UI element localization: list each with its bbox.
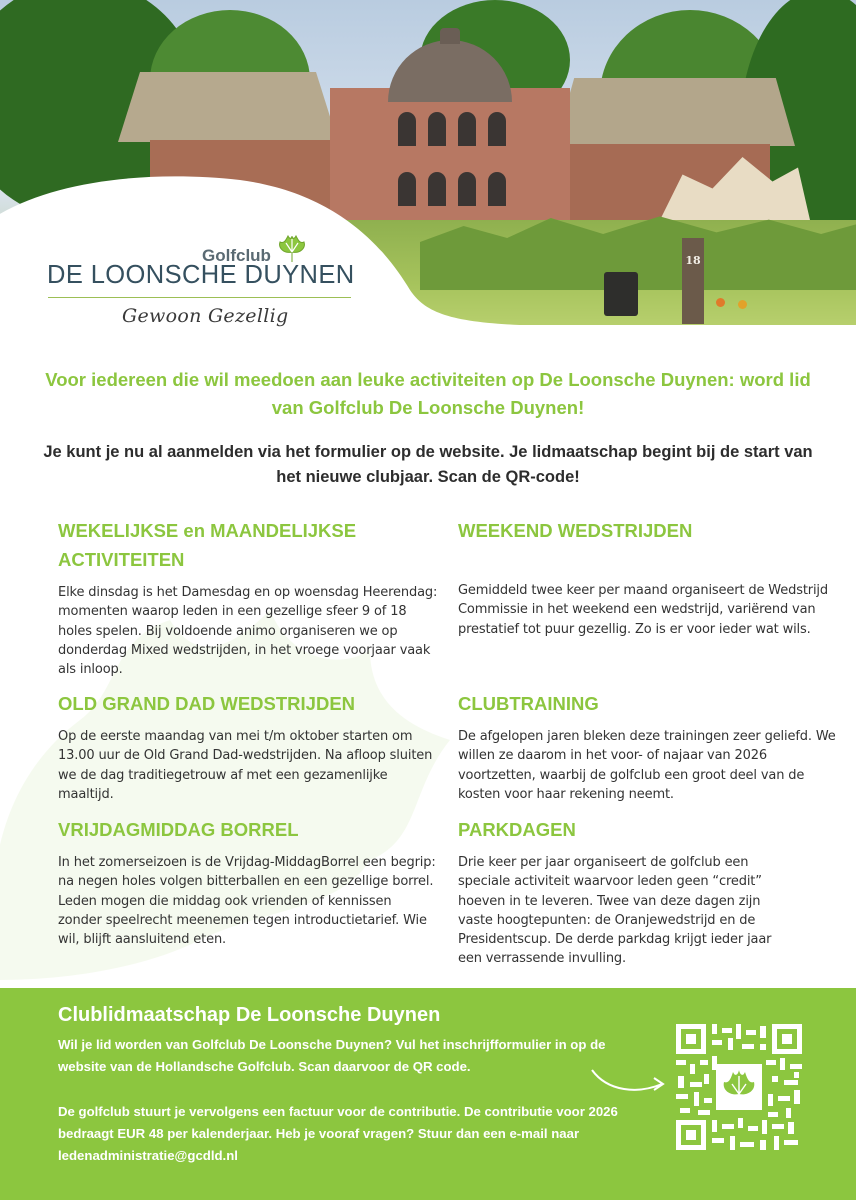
intro-subline: Je kunt je nu al aanmelden via het formulier op de website. Je lidmaatschap begint bij de start van het nieuwe clubjaar. Scan de QR-code!	[43, 443, 813, 486]
section-title: OLD GRAND DAD WEDSTRIJDEN	[58, 693, 356, 714]
window	[398, 112, 416, 146]
intro-headline: Voor iedereen die wil meedoen aan leuke activiteiten op De Loonsche Duynen: word lid van Golfclub De Loonsche Duynen!	[45, 369, 811, 418]
hole-number: 18	[685, 254, 701, 267]
thatched-roof-right	[555, 78, 795, 146]
section-title: WEEKEND WEDSTRIJDEN	[458, 520, 693, 541]
membership-title: Clublidmaatschap De Loonsche Duynen	[58, 1004, 441, 1026]
section-friday-drinks	[58, 815, 438, 949]
section-body: Elke dinsdag is het Damesdag en op woensdag Heerendag: momenten waarop leden in een gezellige sfeer 9 of 18 holes spelen. Bij voldoende animo organiseren we op donderdag Mixed wedstrijden, in het vroege voorjaar vaak als inloop.	[58, 585, 438, 678]
section-club-training	[458, 689, 838, 804]
section-title: VRIJDAGMIDDAG BORREL	[58, 819, 299, 840]
dome-lantern	[440, 28, 460, 44]
logo-divider	[48, 297, 351, 298]
section-weekly-activities	[58, 516, 438, 679]
section-body: Op de eerste maandag van mei t/m oktober starten om 13.00 uur de Old Grand Dad-wedstrijden. Na afloop sluiten we de dag traditiegetrouw af met een gezamenlijke maaltijd.	[58, 729, 433, 802]
section-title: PARKDAGEN	[458, 819, 576, 840]
section-weekend-competitions	[458, 516, 838, 639]
window	[458, 112, 476, 146]
section-body: De afgelopen jaren bleken deze trainingen zeer geliefd. We willen ze daarom in het voor- of najaar van 2026 voortzetten, waarbij de golfclub een groot deel van de kosten voor haar rekening neemt.	[458, 729, 836, 802]
window	[428, 112, 446, 146]
section-old-grand-dad	[58, 689, 438, 804]
qr-code[interactable]	[676, 1024, 802, 1150]
membership-text-fee: De golfclub stuurt je vervolgens een factuur voor de contributie. De contributie voor 2026 bedraagt EUR 48 per kalenderjaar. Heb je vooraf vragen? Stuur dan een e-mail naar ledenadministratie@gcdld.nl	[58, 1104, 618, 1163]
logo-name: DE LOONSCHE DUYNEN	[47, 261, 355, 289]
membership-text-signup: Wil je lid worden van Golfclub De Loonsche Duynen? Vul het inschrijfformulier in op de website van de Hollandsche Golfclub. Scan daarvoor de QR code.	[58, 1037, 606, 1074]
thatched-roof-left	[118, 72, 338, 142]
section-title: WEKELIJKSE en MAANDELIJKSE ACTIVITEITEN	[58, 520, 357, 570]
window	[488, 112, 506, 146]
vine-leaf-icon	[276, 234, 308, 264]
tagline: Gewoon Gezellig	[122, 305, 289, 327]
curved-arrow-icon	[588, 1058, 672, 1098]
section-body: In het zomerseizoen is de Vrijdag-MiddagBorrel een begrip: na negen holes volgen bitterballen en een gezellige borrel. Leden mogen die middag ook vrienden of kennissen zonder speelrecht meenemen tegen introductietarief. Wie wil, blijft aansluitend eten.	[58, 855, 436, 948]
section-park-days	[458, 815, 838, 969]
section-body: Drie keer per jaar organiseert de golfclub een speciale activiteit waarvoor leden geen “credit” hoeven in te leveren. Twee van deze dagen zijn vaste hoogtepunten: de Oranjewedstrijd en de Presidentscup. De derde parkdag krijgt ieder jaar een verrassende invulling.	[458, 855, 772, 967]
section-title: CLUBTRAINING	[458, 693, 599, 714]
logo-club-text: Golfclub	[202, 246, 271, 265]
section-body: Gemiddeld twee keer per maand organiseert de Wedstrijd Commissie in het weekend een wedstrijd, variërend van prestatief tot puur gezellig. Zo is er voor ieder wat wils.	[458, 583, 828, 637]
